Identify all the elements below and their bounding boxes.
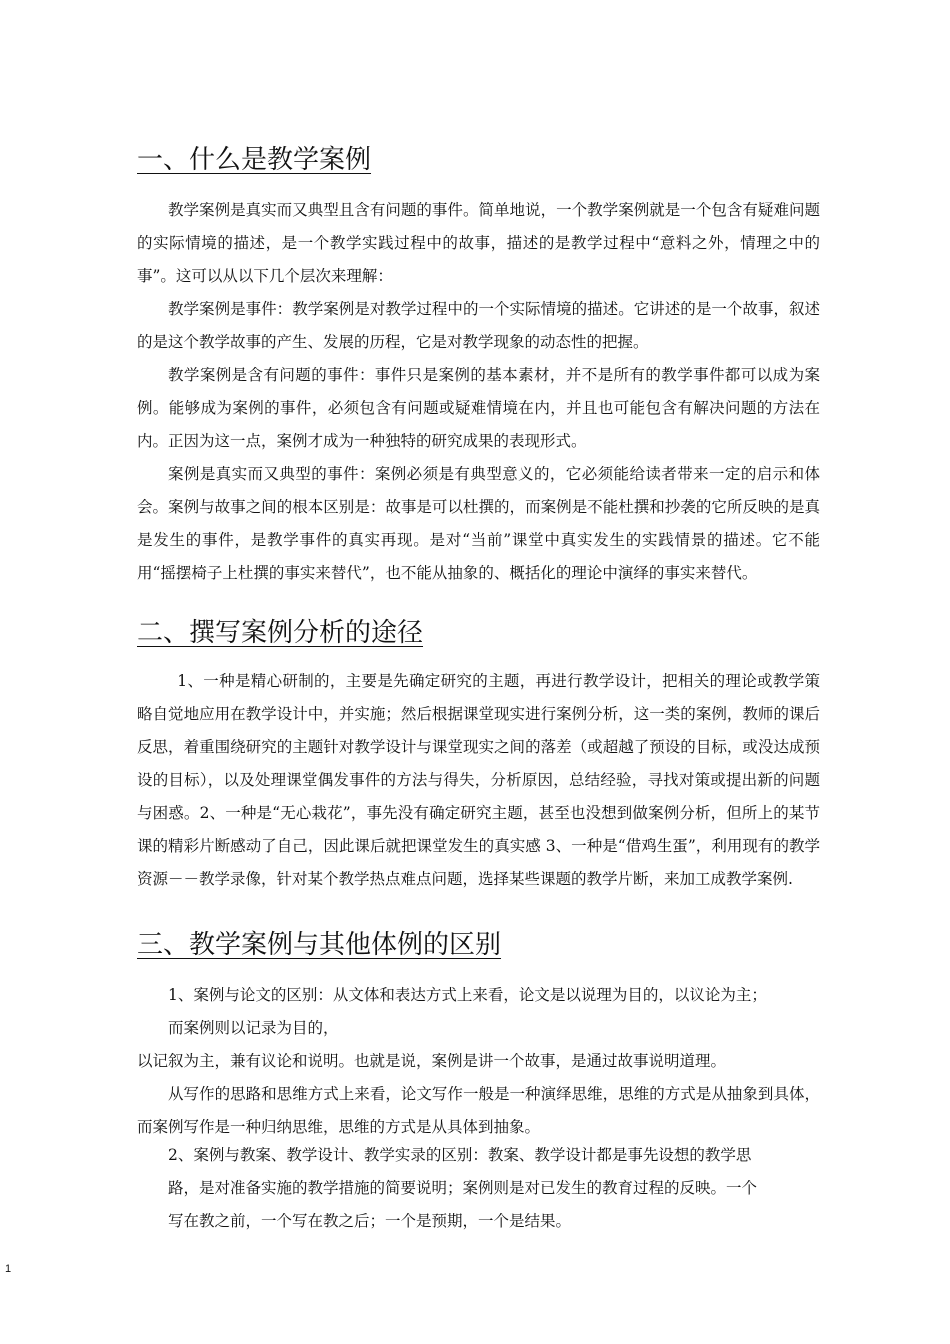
section-heading-differences: 三、教学案例与其他体例的区别 bbox=[137, 930, 502, 960]
paragraph: 教学案例是真实而又典型且含有问题的事件。简单地说，一个教学案例就是一个包含有疑难问题的实际情境的描述，是一个教学实践过程中的故事，描述的是教学过程中“意料之外，情理之中的事”。这可以从以下几个层次来理解： bbox=[137, 201, 820, 285]
page-number: 1 bbox=[5, 1263, 12, 1275]
text-line: 2、案例与教案、教学设计、教学实录的区别：教案、教学设计都是事先设想的教学思 bbox=[168, 1146, 752, 1164]
paragraph: 教学案例是事件：教学案例是对教学过程中的一个实际情境的描述。它讲述的是一个故事，叙述的是这个教学故事的产生、发展的历程，它是对教学现象的动态性的把握。 bbox=[137, 300, 820, 351]
paragraph: 教学案例是含有问题的事件：事件只是案例的基本素材，并不是所有的教学事件都可以成为案例。能够成为案例的事件，必须包含有问题或疑难情境在内，并且也可能包含有解决问题的方法在内。正因为这一点，案例才成为一种独特的研究成果的表现形式。 bbox=[137, 366, 820, 450]
text-line: 1、案例与论文的区别：从文体和表达方式上来看，论文是以说理为目的，以议论为主； bbox=[168, 986, 767, 1004]
paragraph: 从写作的思路和思维方式上来看，论文写作一般是一种演绎思维，思维的方式是从抽象到具体，而案例写作是一种归纳思维，思维的方式是从具体到抽象。 bbox=[137, 1085, 820, 1136]
section-heading-writing-approaches: 二、撰写案例分析的途径 bbox=[137, 618, 424, 648]
text-line: 以记叙为主，兼有议论和说明。也就是说，案例是讲一个故事，是通过故事说明道理。 bbox=[137, 1052, 727, 1070]
text-line: 写在教之前，一个写在教之后；一个是预期，一个是结果。 bbox=[168, 1212, 572, 1230]
paragraph: 1、一种是精心研制的，主要是先确定研究的主题，再进行教学设计，把相关的理论或教学策略自觉地应用在教学设计中，并实施；然后根据课堂现实进行案例分析，这一类的案例，教师的课后反思，着重围绕研究的主题针对教学设计与课堂现实之间的落差（或超越了预设的目标，或没达成预设的目标），以及处理课堂偶发事件的方法与得失，分析原因，总结经验，寻找对策或提出新的问题与困惑。2、一种是“无心栽花”，事先没有确定研究主题，甚至也没想到做案例分析，但所上的某节课的精彩片断感动了自己，因此课后就把课堂发生的真实感 3、一种是“借鸡生蛋”，利用现有的教学资源－－教学录像，针对某个教学热点难点问题，选择某些课题的教学片断，来加工成教学案例. bbox=[137, 672, 820, 888]
text-line: 而案例则以记录为目的， bbox=[168, 1019, 339, 1037]
section-heading-what-is-case: 一、什么是教学案例 bbox=[137, 145, 372, 175]
text-line: 路，是对准备实施的教学措施的简要说明；案例则是对已发生的教育过程的反映。一个 bbox=[168, 1179, 758, 1197]
paragraph: 案例是真实而又典型的事件：案例必须是有典型意义的，它必须能给读者带来一定的启示和体会。案例与故事之间的根本区别是：故事是可以杜撰的，而案例是不能杜撰和抄袭的它所反映的是真是发生的事件，是教学事件的真实再现。是对“当前”课堂中真实发生的实践情景的描述。它不能用“摇摆椅子上杜撰的事实来替代”，也不能从抽象的、概括化的理论中演绎的事实来替代。 bbox=[137, 465, 820, 582]
